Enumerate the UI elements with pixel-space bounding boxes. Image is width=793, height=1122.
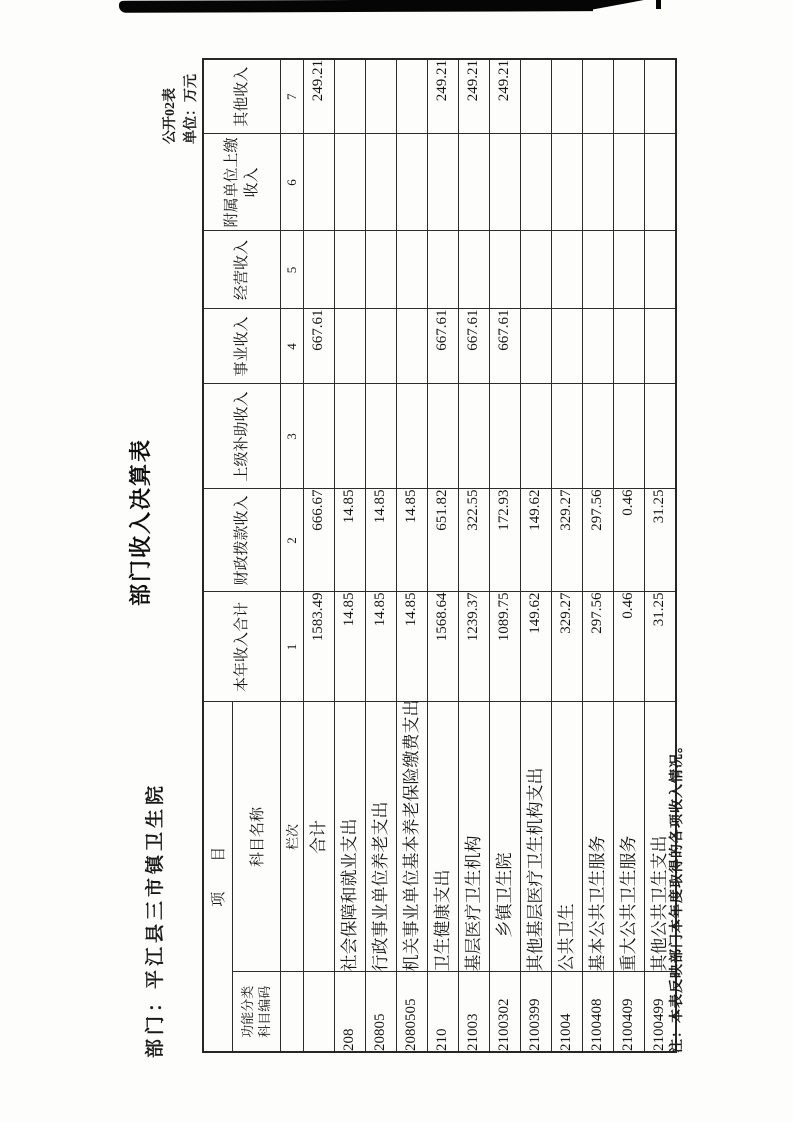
item-group-header: 项 目 [203,702,232,1052]
row-code: 208 [334,972,365,1052]
row-name: 其他基层医疗卫生机构支出 [520,702,551,972]
row-name: 社会保障和就业支出 [334,702,365,972]
row-value-business [334,231,365,309]
row-value-business [520,231,551,309]
column-index: 1 [280,592,303,702]
row-value-business [613,231,644,309]
row-name: 机关事业单位基本养老保险缴费支出 [396,702,427,972]
header-row-index [280,59,303,1052]
row-value-affiliate [458,134,489,231]
row-name: 基本公共卫生服务 [582,702,613,972]
row-value-affiliate [427,134,458,231]
row-value-operations [365,309,396,384]
row-value-total: 0.46 [613,592,644,702]
row-code: 2080505 [396,972,427,1052]
income-table [202,58,677,1053]
row-code: 2100408 [582,972,613,1052]
row-name: 行政事业单位养老支出 [365,702,396,972]
row-value-other [582,59,613,134]
code-header-line2: 科目编码 [257,985,272,1038]
table-body [303,59,676,1052]
row-value-other [551,59,582,134]
row-value-operations [520,309,551,384]
row-value-subsidy [582,384,613,489]
row-code: 210 [427,972,458,1052]
row-value-affiliate [520,134,551,231]
table-row [489,59,520,1052]
row-value-operations: 667.61 [303,309,334,384]
row-value-fiscal: 0.46 [613,489,644,592]
table-row [365,59,396,1052]
code-column-header [232,972,280,1052]
form-code-label: 公开02表 [163,88,178,144]
row-code: 2100499 [644,972,676,1052]
row-value-other [613,59,644,134]
row-value-fiscal: 329.27 [551,489,582,592]
row-value-operations [644,309,676,384]
column-header: 其他收入 [203,59,280,134]
row-value-fiscal: 14.85 [334,489,365,592]
row-value-operations: 667.61 [427,309,458,384]
row-value-subsidy [551,384,582,489]
column-header: 附属单位上缴收入 [203,134,280,231]
row-code: 21004 [551,972,582,1052]
row-name: 公共卫生 [551,702,582,972]
row-value-total: 14.85 [396,592,427,702]
row-value-subsidy [613,384,644,489]
row-value-operations [334,309,365,384]
row-value-business [489,231,520,309]
row-value-business [365,231,396,309]
lanci-empty-cell [280,972,303,1052]
column-index: 7 [280,59,303,134]
row-value-affiliate [303,134,334,231]
row-value-business [303,231,334,309]
column-header: 本年收入合计 [203,592,280,702]
row-value-fiscal: 31.25 [644,489,676,592]
form-meta [160,74,202,144]
row-value-affiliate [551,134,582,231]
row-value-fiscal: 297.56 [582,489,613,592]
table-row [458,59,489,1052]
row-value-other [365,59,396,134]
column-header: 财政拨款收入 [203,489,280,592]
row-name: 重大公共卫生服务 [613,702,644,972]
row-value-fiscal: 322.55 [458,489,489,592]
row-value-total: 149.62 [520,592,551,702]
row-value-subsidy [303,384,334,489]
row-name: 合计 [303,702,334,972]
row-name: 基层医疗卫生机构 [458,702,489,972]
lanci-label: 栏次 [280,702,303,972]
row-value-fiscal: 666.67 [303,489,334,592]
row-value-business [427,231,458,309]
row-value-business [396,231,427,309]
table-row [334,59,365,1052]
column-index: 3 [280,384,303,489]
row-value-business [582,231,613,309]
table-row [613,59,644,1052]
row-code: 2100302 [489,972,520,1052]
table-row [303,59,334,1052]
row-value-subsidy [520,384,551,489]
row-value-total: 31.25 [644,592,676,702]
row-value-operations: 667.61 [458,309,489,384]
row-value-business [458,231,489,309]
row-value-total: 1583.49 [303,592,334,702]
table-row [551,59,582,1052]
row-value-fiscal: 651.82 [427,489,458,592]
table-row [396,59,427,1052]
row-value-subsidy [489,384,520,489]
row-value-total: 14.85 [334,592,365,702]
row-value-total: 14.85 [365,592,396,702]
row-value-operations [613,309,644,384]
row-name: 卫生健康支出 [427,702,458,972]
column-header: 上级补助收入 [203,384,280,489]
row-value-other: 249.21 [303,59,334,134]
row-value-subsidy [427,384,458,489]
row-value-affiliate [644,134,676,231]
column-header: 事业收入 [203,309,280,384]
department-line: 部门：平江县三市镇卫生院 [145,781,166,1058]
row-value-other [520,59,551,134]
row-value-subsidy [365,384,396,489]
row-value-other: 249.21 [458,59,489,134]
row-value-business [551,231,582,309]
row-value-affiliate [489,134,520,231]
table-row [582,59,613,1052]
row-value-affiliate [613,134,644,231]
row-code: 20805 [365,972,396,1052]
row-value-total: 1568.64 [427,592,458,702]
row-value-other: 249.21 [489,59,520,134]
header-row-top [203,59,232,1052]
table-row [520,59,551,1052]
row-code: 2100399 [520,972,551,1052]
row-value-operations: 667.61 [489,309,520,384]
row-value-fiscal: 172.93 [489,489,520,592]
row-value-subsidy [396,384,427,489]
row-value-operations [551,309,582,384]
row-value-affiliate [396,134,427,231]
row-value-other [396,59,427,134]
row-value-fiscal: 14.85 [396,489,427,592]
row-value-total: 1239.37 [458,592,489,702]
row-value-other [644,59,676,134]
row-value-subsidy [458,384,489,489]
row-code [303,972,334,1052]
row-name: 乡镇卫生院 [489,702,520,972]
row-code: 21003 [458,972,489,1052]
row-value-fiscal: 14.85 [365,489,396,592]
table-row [427,59,458,1052]
code-header-line1: 功能分类 [240,985,255,1038]
document-title: 部门收入决算表 [129,438,154,607]
row-value-total: 1089.75 [489,592,520,702]
row-value-subsidy [334,384,365,489]
footnote: 注：本表反映部门本年度取得的各项收入情况。 [670,738,685,1053]
row-value-other [334,59,365,134]
row-value-subsidy [644,384,676,489]
column-index: 4 [280,309,303,384]
name-column-header: 科目名称 [232,702,280,972]
column-index: 6 [280,134,303,231]
column-index: 5 [280,231,303,309]
row-value-other: 249.21 [427,59,458,134]
row-name: 其他公共卫生支出 [644,702,676,972]
row-value-affiliate [365,134,396,231]
column-header: 经营收入 [203,231,280,309]
row-value-total: 329.27 [551,592,582,702]
row-value-operations [582,309,613,384]
row-value-affiliate [334,134,365,231]
row-value-business [644,231,676,309]
row-value-operations [396,309,427,384]
column-index: 2 [280,489,303,592]
unit-label: 单位：万元 [184,74,199,144]
row-value-affiliate [582,134,613,231]
row-code: 2100409 [613,972,644,1052]
row-value-fiscal: 149.62 [520,489,551,592]
row-value-total: 297.56 [582,592,613,702]
